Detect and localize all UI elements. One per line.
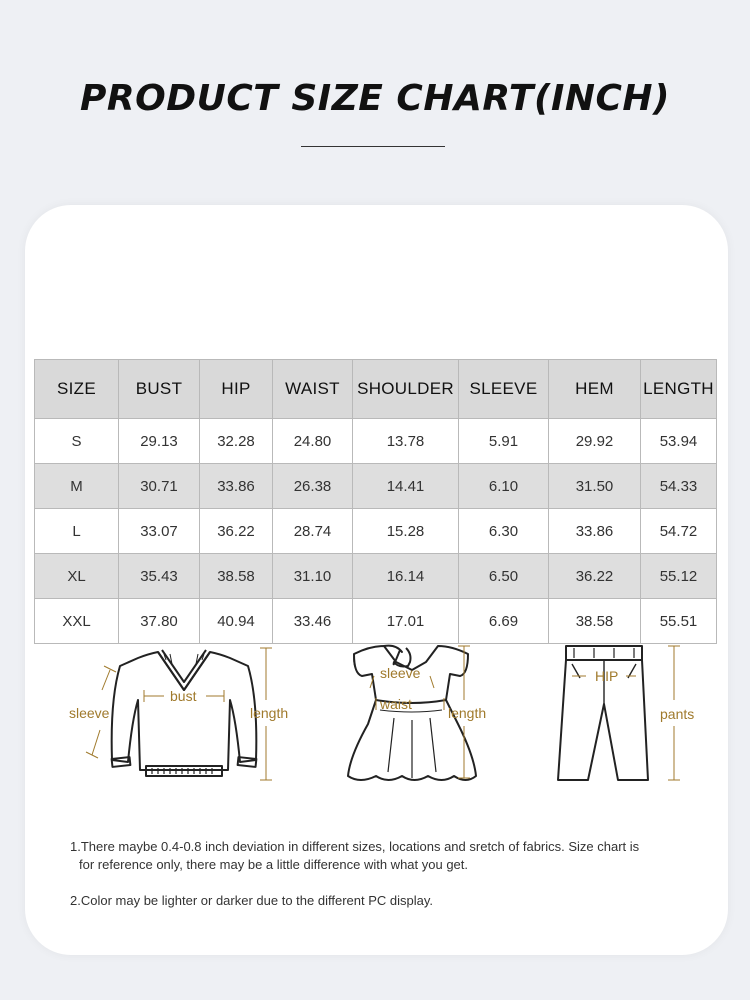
sweater-length-label: length (250, 705, 289, 721)
header-waist: WAIST (273, 360, 353, 419)
table-row (35, 419, 717, 464)
cell-length: 55.51 (641, 599, 717, 644)
cell-shoulder: 17.01 (353, 599, 459, 644)
cell-size: XL (35, 554, 119, 599)
header-length: LENGTH (641, 360, 717, 419)
table-row (35, 464, 717, 509)
header-hip: HIP (200, 360, 273, 419)
pants-diagram (550, 640, 710, 785)
cell-hip: 40.94 (200, 599, 273, 644)
cell-length: 54.33 (641, 464, 717, 509)
cell-waist: 33.46 (273, 599, 353, 644)
cell-size: L (35, 509, 119, 554)
cell-hem: 36.22 (549, 554, 641, 599)
cell-waist: 26.38 (273, 464, 353, 509)
cell-hip: 36.22 (200, 509, 273, 554)
header-shoulder: SHOULDER (353, 360, 459, 419)
cell-size: XXL (35, 599, 119, 644)
cell-length: 55.12 (641, 554, 717, 599)
header-bust: BUST (119, 360, 200, 419)
cell-sleeve: 6.50 (459, 554, 549, 599)
cell-sleeve: 6.69 (459, 599, 549, 644)
cell-length: 53.94 (641, 419, 717, 464)
cell-bust: 35.43 (119, 554, 200, 599)
cell-bust: 33.07 (119, 509, 200, 554)
cell-sleeve: 5.91 (459, 419, 549, 464)
cell-length: 54.72 (641, 509, 717, 554)
size-table (34, 359, 717, 644)
cell-size: S (35, 419, 119, 464)
sweater-bust-label: bust (170, 688, 197, 704)
cell-sleeve: 6.30 (459, 509, 549, 554)
cell-size: M (35, 464, 119, 509)
note-1-continued: for reference only, there may be a little difference with what you get. (79, 857, 469, 872)
dress-length-label: length (448, 705, 487, 721)
dress-sleeve-label: sleeve (380, 665, 421, 681)
pants-length-label: pants (660, 706, 695, 722)
note-2: 2.Color may be lighter or darker due to the different PC display. (70, 893, 433, 908)
sweater-sleeve-label: sleeve (69, 705, 110, 721)
header-size: SIZE (35, 360, 119, 419)
table-row (35, 599, 717, 644)
cell-waist: 31.10 (273, 554, 353, 599)
sweater-diagram (60, 640, 300, 785)
cell-bust: 30.71 (119, 464, 200, 509)
note-1: 1.There maybe 0.4-0.8 inch deviation in different sizes, locations and sretch of fabrics. Size chart is (70, 839, 640, 854)
title-underline (301, 146, 445, 147)
cell-shoulder: 16.14 (353, 554, 459, 599)
cell-hem: 33.86 (549, 509, 641, 554)
cell-shoulder: 14.41 (353, 464, 459, 509)
table-row (35, 554, 717, 599)
cell-bust: 29.13 (119, 419, 200, 464)
cell-hem: 31.50 (549, 464, 641, 509)
cell-hip: 38.58 (200, 554, 273, 599)
cell-shoulder: 15.28 (353, 509, 459, 554)
table-header-row (35, 360, 717, 419)
page-title: PRODUCT SIZE CHART(INCH) (80, 78, 670, 119)
table-row (35, 509, 717, 554)
header-sleeve: SLEEVE (459, 360, 549, 419)
cell-shoulder: 13.78 (353, 419, 459, 464)
cell-waist: 28.74 (273, 509, 353, 554)
dress-waist-label: waist (380, 696, 412, 712)
cell-hip: 32.28 (200, 419, 273, 464)
notes (70, 838, 710, 910)
cell-hem: 38.58 (549, 599, 641, 644)
cell-hip: 33.86 (200, 464, 273, 509)
cell-sleeve: 6.10 (459, 464, 549, 509)
cell-waist: 24.80 (273, 419, 353, 464)
dress-diagram (340, 640, 510, 785)
pants-hip-label: HIP (595, 668, 619, 684)
cell-hem: 29.92 (549, 419, 641, 464)
cell-bust: 37.80 (119, 599, 200, 644)
header-hem: HEM (549, 360, 641, 419)
